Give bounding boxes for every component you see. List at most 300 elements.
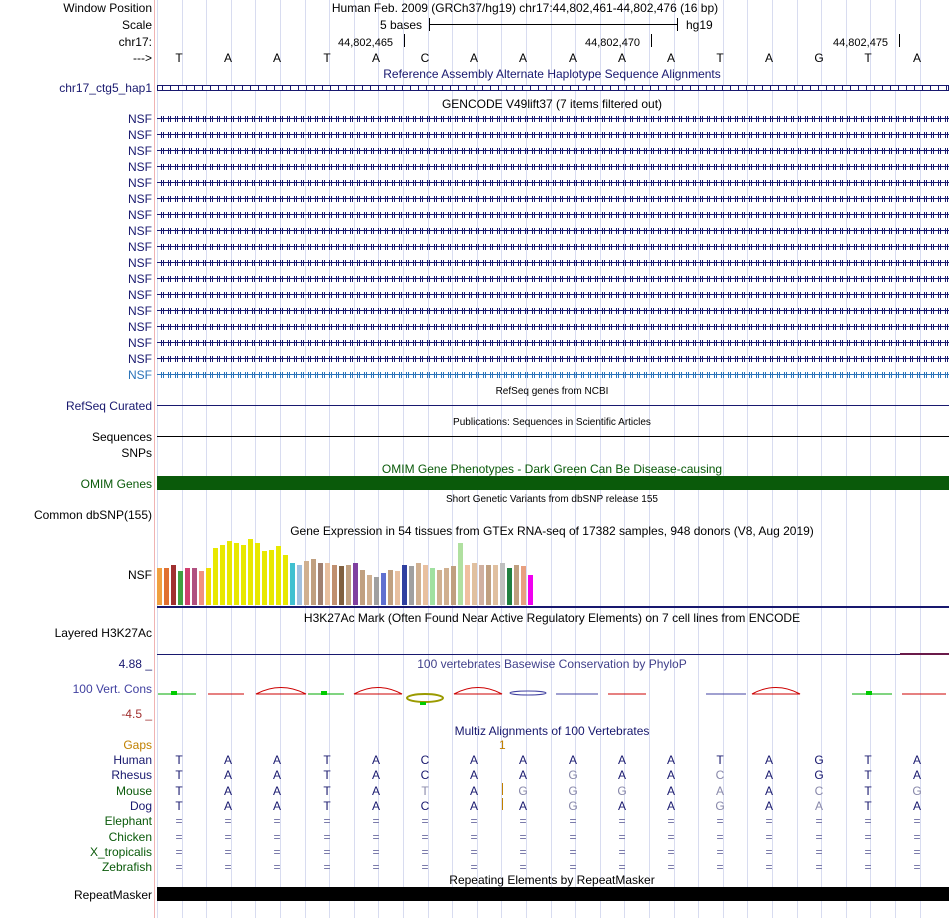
conservation-feature-3 bbox=[256, 688, 306, 695]
gencode-transcript[interactable] bbox=[157, 244, 949, 250]
multiz-base: = bbox=[323, 860, 331, 874]
multiz-base: = bbox=[470, 814, 478, 828]
gtex-tissue-bar[interactable] bbox=[514, 565, 519, 605]
gtex-tissue-bar[interactable] bbox=[374, 577, 379, 605]
multiz-base: A bbox=[371, 753, 380, 767]
multiz-base: A bbox=[223, 753, 232, 767]
multiz-base: A bbox=[272, 799, 281, 813]
gencode-item-label[interactable]: NSF bbox=[128, 336, 152, 350]
multiz-base: T bbox=[864, 799, 872, 813]
gencode-track-title: GENCODE V49lift37 (7 items filtered out) bbox=[441, 97, 663, 111]
reference-base: T bbox=[716, 51, 724, 65]
reference-base: G bbox=[814, 51, 824, 65]
multiz-base: A bbox=[371, 784, 380, 798]
multiz-base: T bbox=[175, 753, 183, 767]
scale-text: 5 bases bbox=[380, 18, 423, 32]
conservation-min-label: -4.5 _ bbox=[121, 707, 152, 721]
multiz-base: = bbox=[175, 814, 183, 828]
gencode-transcript[interactable] bbox=[157, 324, 949, 330]
multiz-base: = bbox=[470, 860, 478, 874]
gtex-tissue-bar[interactable] bbox=[458, 543, 463, 605]
gtex-tissue-bar[interactable] bbox=[507, 568, 512, 605]
refseq-track-title: RefSeq genes from NCBI bbox=[495, 386, 609, 397]
reference-base: A bbox=[223, 51, 232, 65]
scale-bar-left-tick bbox=[429, 18, 430, 31]
omim-feature-bar[interactable] bbox=[157, 476, 949, 490]
multiz-base: = bbox=[323, 814, 331, 828]
gtex-tissue-bar[interactable] bbox=[248, 539, 253, 605]
gencode-transcript[interactable] bbox=[157, 292, 949, 298]
window-position-label: Window Position bbox=[63, 1, 152, 15]
multiz-gaps-label: Gaps bbox=[123, 738, 152, 752]
gtex-tissue-bar[interactable] bbox=[199, 571, 204, 605]
gencode-item-label[interactable]: NSF bbox=[128, 368, 152, 382]
gencode-item-label[interactable]: NSF bbox=[128, 208, 152, 222]
gtex-tissue-bar[interactable] bbox=[472, 563, 477, 605]
gtex-tissue-bar[interactable] bbox=[325, 563, 330, 605]
gtex-tissue-bar[interactable] bbox=[430, 568, 435, 605]
scale-bar bbox=[429, 24, 677, 25]
repeatmasker-track-title: Repeating Elements by RepeatMasker bbox=[449, 873, 655, 887]
conservation-feature-6 bbox=[407, 694, 443, 705]
reference-base: C bbox=[420, 51, 430, 65]
multiz-base: G bbox=[715, 799, 725, 813]
multiz-gap-marker: 1 bbox=[499, 738, 506, 752]
multiz-base: = bbox=[815, 830, 823, 844]
multiz-base: = bbox=[372, 814, 380, 828]
omim-label[interactable]: OMIM Genes bbox=[80, 477, 152, 491]
multiz-base: A bbox=[715, 784, 724, 798]
multiz-base: = bbox=[569, 860, 577, 874]
gtex-tissue-bar[interactable] bbox=[339, 566, 344, 605]
reference-base: A bbox=[764, 51, 773, 65]
gencode-transcript[interactable] bbox=[157, 372, 949, 378]
gtex-track-title: Gene Expression in 54 tissues from GTEx RNA-seq of 17382 samples, 948 donors (V8, Aug 2019) bbox=[290, 524, 814, 538]
gtex-tissue-bar[interactable] bbox=[220, 545, 225, 605]
conservation-feature-4 bbox=[308, 691, 344, 695]
multiz-base: C bbox=[420, 768, 430, 782]
gtex-tissue-bar[interactable] bbox=[234, 543, 239, 605]
multiz-base: = bbox=[765, 860, 773, 874]
multiz-base: G bbox=[568, 768, 578, 782]
gencode-transcript[interactable] bbox=[157, 180, 949, 186]
gencode-item-label[interactable]: NSF bbox=[128, 128, 152, 142]
conservation-feature-13 bbox=[852, 691, 892, 695]
multiz-base: A bbox=[568, 753, 577, 767]
gtex-tissue-bar[interactable] bbox=[290, 563, 295, 605]
multiz-base: T bbox=[323, 784, 331, 798]
multiz-base: = bbox=[224, 860, 232, 874]
multiz-base: A bbox=[912, 799, 921, 813]
assembly-position-text: Human Feb. 2009 (GRCh37/hg19) chr17:44,802,461-44,802,476 (16 bp) bbox=[331, 1, 719, 15]
conservation-plot[interactable] bbox=[156, 683, 950, 713]
reference-base: A bbox=[371, 51, 380, 65]
multiz-base: = bbox=[765, 830, 773, 844]
gencode-transcript[interactable] bbox=[157, 212, 949, 218]
multiz-base: = bbox=[716, 814, 724, 828]
gencode-item-label[interactable]: NSF bbox=[128, 112, 152, 126]
multiz-base: A bbox=[666, 768, 675, 782]
reference-base: T bbox=[175, 51, 183, 65]
position-tick-label: 44,802,465 bbox=[338, 37, 394, 49]
gencode-item-label[interactable]: NSF bbox=[128, 272, 152, 286]
gencode-transcript[interactable] bbox=[157, 308, 949, 314]
multiz-species-label[interactable]: Chicken bbox=[108, 830, 152, 844]
gtex-baseline bbox=[157, 606, 949, 608]
multiz-base: A bbox=[617, 799, 626, 813]
multiz-base: = bbox=[913, 814, 921, 828]
gencode-transcript[interactable] bbox=[157, 260, 949, 266]
multiz-base: = bbox=[765, 814, 773, 828]
scale-db: hg19 bbox=[686, 18, 713, 32]
gtex-tissue-bar[interactable] bbox=[164, 568, 169, 605]
multiz-base: C bbox=[420, 753, 430, 767]
gtex-tissue-bar[interactable] bbox=[255, 543, 260, 605]
omim-track-title: OMIM Gene Phenotypes - Dark Green Can Be Disease-causing bbox=[381, 462, 723, 476]
multiz-base: A bbox=[223, 768, 232, 782]
position-tick bbox=[899, 34, 900, 47]
multiz-base: = bbox=[569, 830, 577, 844]
gencode-transcript[interactable] bbox=[157, 148, 949, 154]
multiz-base: G bbox=[617, 784, 627, 798]
alt-haplotype-track-title: Reference Assembly Alternate Haplotype Sequence Alignments bbox=[383, 67, 721, 81]
gtex-tissue-bar[interactable] bbox=[465, 565, 470, 605]
multiz-base: C bbox=[715, 768, 725, 782]
multiz-base: = bbox=[224, 830, 232, 844]
gtex-tissue-bar[interactable] bbox=[521, 566, 526, 605]
repeatmasker-feature-bar[interactable] bbox=[157, 887, 949, 901]
multiz-base: = bbox=[765, 845, 773, 859]
gencode-transcript[interactable] bbox=[157, 196, 949, 202]
multiz-species-label[interactable]: X_tropicalis bbox=[89, 845, 152, 859]
multiz-base: = bbox=[421, 830, 429, 844]
multiz-track-title: Multiz Alignments of 100 Vertebrates bbox=[454, 724, 650, 738]
gencode-transcript[interactable] bbox=[157, 340, 949, 346]
multiz-base: = bbox=[421, 860, 429, 874]
multiz-base: = bbox=[519, 830, 527, 844]
multiz-base: = bbox=[175, 830, 183, 844]
gencode-transcript[interactable] bbox=[157, 228, 949, 234]
gencode-transcript[interactable] bbox=[157, 132, 949, 138]
multiz-base: = bbox=[470, 845, 478, 859]
gencode-item-label[interactable]: NSF bbox=[128, 240, 152, 254]
conservation-track-title: 100 vertebrates Basewise Conservation by PhyloP bbox=[417, 657, 687, 671]
multiz-base: = bbox=[913, 830, 921, 844]
multiz-base: = bbox=[618, 814, 626, 828]
dbsnp-track-title: Short Genetic Variants from dbSNP release 155 bbox=[446, 494, 658, 505]
multiz-base: A bbox=[764, 799, 773, 813]
chrom-label: chr17: bbox=[118, 35, 152, 49]
multiz-base: = bbox=[618, 860, 626, 874]
gtex-tissue-bar[interactable] bbox=[283, 555, 288, 605]
gtex-tissue-bar[interactable] bbox=[353, 563, 358, 605]
conservation-max-label: 4.88 _ bbox=[118, 657, 152, 671]
multiz-base: A bbox=[469, 784, 478, 798]
multiz-base: = bbox=[618, 830, 626, 844]
multiz-base: = bbox=[323, 845, 331, 859]
gencode-item-label[interactable]: NSF bbox=[128, 320, 152, 334]
gtex-tissue-bar[interactable] bbox=[192, 568, 197, 605]
multiz-base: A bbox=[469, 753, 478, 767]
multiz-base: A bbox=[764, 753, 773, 767]
publications-track-title: Publications: Sequences in Scientific Articles bbox=[453, 417, 651, 428]
gencode-item-label[interactable]: NSF bbox=[128, 160, 152, 174]
multiz-base: = bbox=[864, 860, 872, 874]
multiz-species-label[interactable]: Dog bbox=[129, 799, 152, 813]
conservation-feature-7 bbox=[454, 688, 502, 695]
multiz-base: = bbox=[815, 860, 823, 874]
conservation-feature-8 bbox=[510, 691, 546, 695]
multiz-base: = bbox=[224, 845, 232, 859]
multiz-base: A bbox=[617, 753, 626, 767]
gtex-tissue-bar[interactable] bbox=[402, 565, 407, 605]
gtex-tissue-bar[interactable] bbox=[227, 541, 232, 605]
gtex-tissue-bar[interactable] bbox=[486, 565, 491, 605]
conservation-feature-12 bbox=[752, 688, 800, 695]
gtex-tissue-bar[interactable] bbox=[416, 563, 421, 605]
alt-haplotype-label[interactable]: chr17_ctg5_hap1 bbox=[59, 81, 152, 95]
multiz-base: = bbox=[913, 860, 921, 874]
gtex-tissue-bar[interactable] bbox=[409, 566, 414, 605]
multiz-base: = bbox=[569, 845, 577, 859]
gencode-transcript[interactable] bbox=[157, 164, 949, 170]
multiz-base: = bbox=[618, 845, 626, 859]
multiz-base: A bbox=[469, 768, 478, 782]
multiz-base: A bbox=[272, 753, 281, 767]
position-tick-label: 44,802,475 bbox=[833, 37, 889, 49]
gtex-tissue-bar[interactable] bbox=[423, 565, 428, 605]
gtex-tissue-bar[interactable] bbox=[395, 571, 400, 605]
refseq-feature-line[interactable] bbox=[157, 405, 949, 406]
multiz-base: = bbox=[667, 860, 675, 874]
multiz-base: = bbox=[273, 860, 281, 874]
multiz-base: T bbox=[175, 784, 183, 798]
h3k27ac-track-title: H3K27Ac Mark (Often Found Near Active Regulatory Elements) on 7 cell lines from ENCODE bbox=[303, 611, 801, 625]
multiz-base: T bbox=[323, 753, 331, 767]
gtex-tissue-bar[interactable] bbox=[367, 575, 372, 605]
multiz-species-label[interactable]: Zebrafish bbox=[101, 860, 152, 874]
multiz-species-label[interactable]: Mouse bbox=[115, 784, 152, 798]
multiz-species-label[interactable]: Elephant bbox=[104, 814, 152, 828]
snps-label[interactable]: SNPs bbox=[121, 446, 152, 460]
gencode-item-label[interactable]: NSF bbox=[128, 304, 152, 318]
gtex-tissue-bar[interactable] bbox=[388, 570, 393, 605]
gtex-tissue-bar[interactable] bbox=[493, 565, 498, 605]
multiz-base: A bbox=[666, 799, 675, 813]
reference-base: A bbox=[469, 51, 478, 65]
label-column-border bbox=[154, 0, 155, 918]
multiz-base: A bbox=[617, 768, 626, 782]
reference-base: T bbox=[323, 51, 331, 65]
reference-base: A bbox=[272, 51, 281, 65]
multiz-species-label[interactable]: Rhesus bbox=[111, 768, 152, 782]
multiz-base: = bbox=[815, 845, 823, 859]
gtex-tissue-bar[interactable] bbox=[451, 566, 456, 605]
multiz-base: T bbox=[421, 784, 429, 798]
gtex-tissue-bar[interactable] bbox=[241, 545, 246, 605]
gtex-tissue-bar[interactable] bbox=[346, 565, 351, 605]
reference-base: A bbox=[518, 51, 527, 65]
multiz-base: = bbox=[667, 830, 675, 844]
multiz-base: T bbox=[323, 799, 331, 813]
multiz-base: = bbox=[913, 845, 921, 859]
multiz-base: G bbox=[814, 768, 824, 782]
gencode-item-label[interactable]: NSF bbox=[128, 144, 152, 158]
multiz-base: T bbox=[864, 753, 872, 767]
gtex-tissue-bar[interactable] bbox=[178, 571, 183, 605]
gtex-tissue-bar[interactable] bbox=[528, 575, 533, 605]
multiz-base: = bbox=[372, 845, 380, 859]
multiz-base: T bbox=[864, 784, 872, 798]
multiz-base: A bbox=[764, 768, 773, 782]
multiz-base: A bbox=[666, 784, 675, 798]
multiz-base: G bbox=[814, 753, 824, 767]
multiz-base: = bbox=[519, 845, 527, 859]
gtex-tissue-bar[interactable] bbox=[437, 570, 442, 605]
gtex-tissue-bar[interactable] bbox=[269, 550, 274, 605]
gencode-item-label[interactable]: NSF bbox=[128, 176, 152, 190]
gtex-tissue-bar[interactable] bbox=[206, 568, 211, 605]
multiz-base: A bbox=[666, 753, 675, 767]
multiz-base: = bbox=[864, 814, 872, 828]
conservation-label[interactable]: 100 Vert. Cons bbox=[72, 682, 152, 696]
position-tick-label: 44,802,470 bbox=[585, 37, 641, 49]
multiz-base: A bbox=[518, 799, 527, 813]
position-tick bbox=[404, 34, 405, 47]
gtex-tissue-bar[interactable] bbox=[311, 559, 316, 605]
multiz-base: T bbox=[716, 753, 724, 767]
multiz-base: A bbox=[912, 753, 921, 767]
multiz-base: = bbox=[716, 830, 724, 844]
multiz-base: = bbox=[421, 814, 429, 828]
multiz-base: = bbox=[323, 830, 331, 844]
multiz-base: C bbox=[420, 799, 430, 813]
multiz-base: = bbox=[470, 830, 478, 844]
multiz-base: A bbox=[223, 784, 232, 798]
reference-base: A bbox=[912, 51, 921, 65]
gencode-transcript[interactable] bbox=[157, 356, 949, 362]
refseq-label[interactable]: RefSeq Curated bbox=[65, 399, 152, 413]
multiz-base: = bbox=[421, 845, 429, 859]
gtex-label[interactable]: NSF bbox=[128, 568, 152, 582]
gtex-tissue-bar[interactable] bbox=[500, 563, 505, 605]
multiz-base: G bbox=[568, 784, 578, 798]
multiz-base: T bbox=[323, 768, 331, 782]
multiz-base: = bbox=[864, 845, 872, 859]
multiz-base: = bbox=[667, 814, 675, 828]
multiz-base: = bbox=[273, 830, 281, 844]
scale-label: Scale bbox=[121, 18, 152, 32]
multiz-base: = bbox=[372, 860, 380, 874]
repeatmasker-label[interactable]: RepeatMasker bbox=[73, 888, 152, 902]
gencode-item-label[interactable]: NSF bbox=[128, 256, 152, 270]
gencode-item-label[interactable]: NSF bbox=[128, 352, 152, 366]
reference-base: A bbox=[568, 51, 577, 65]
gencode-item-label[interactable]: NSF bbox=[128, 192, 152, 206]
multiz-base: = bbox=[175, 845, 183, 859]
multiz-base: = bbox=[273, 845, 281, 859]
multiz-base: = bbox=[667, 845, 675, 859]
multiz-base: A bbox=[469, 799, 478, 813]
gencode-item-label[interactable]: NSF bbox=[128, 224, 152, 238]
multiz-base: = bbox=[716, 860, 724, 874]
gtex-tissue-bar[interactable] bbox=[262, 551, 267, 605]
multiz-base: A bbox=[272, 768, 281, 782]
multiz-base: A bbox=[371, 799, 380, 813]
gtex-tissue-bar[interactable] bbox=[444, 568, 449, 605]
multiz-base: = bbox=[716, 845, 724, 859]
multiz-base: = bbox=[372, 830, 380, 844]
gtex-tissue-bar[interactable] bbox=[318, 563, 323, 605]
gencode-transcript[interactable] bbox=[157, 116, 949, 122]
multiz-base: A bbox=[518, 768, 527, 782]
multiz-base: = bbox=[273, 814, 281, 828]
gtex-tissue-bar[interactable] bbox=[185, 568, 190, 605]
multiz-base: G bbox=[518, 784, 528, 798]
gtex-tissue-bar[interactable] bbox=[304, 561, 309, 605]
reference-base: A bbox=[617, 51, 626, 65]
scale-bar-right-tick bbox=[677, 18, 678, 31]
multiz-base: T bbox=[864, 768, 872, 782]
multiz-base: = bbox=[519, 860, 527, 874]
gtex-tissue-bar[interactable] bbox=[479, 565, 484, 605]
gtex-tissue-bar[interactable] bbox=[213, 548, 218, 605]
multiz-base: = bbox=[519, 814, 527, 828]
conservation-feature-1 bbox=[158, 691, 196, 695]
insertion-marker bbox=[502, 798, 503, 810]
multiz-base: A bbox=[272, 784, 281, 798]
h3k27ac-baseline bbox=[157, 654, 949, 655]
multiz-base: = bbox=[815, 814, 823, 828]
gencode-item-label[interactable]: NSF bbox=[128, 288, 152, 302]
multiz-base: = bbox=[224, 814, 232, 828]
publications-label[interactable]: Sequences bbox=[91, 430, 152, 444]
conservation-feature-5 bbox=[354, 688, 402, 695]
multiz-base: G bbox=[912, 784, 922, 798]
multiz-base: G bbox=[568, 799, 578, 813]
multiz-base: = bbox=[569, 814, 577, 828]
gtex-tissue-bar[interactable] bbox=[276, 546, 281, 605]
reference-base: A bbox=[666, 51, 675, 65]
gtex-tissue-bar[interactable] bbox=[297, 565, 302, 605]
multiz-base: A bbox=[814, 799, 823, 813]
multiz-base: A bbox=[518, 753, 527, 767]
multiz-base: A bbox=[223, 799, 232, 813]
multiz-base: A bbox=[764, 784, 773, 798]
dbsnp-label[interactable]: Common dbSNP(155) bbox=[33, 508, 152, 522]
gtex-tissue-bar[interactable] bbox=[157, 568, 162, 605]
insertion-marker bbox=[502, 783, 503, 795]
gtex-bar-chart[interactable] bbox=[156, 538, 536, 605]
multiz-base: A bbox=[371, 768, 380, 782]
multiz-species-label[interactable]: Human bbox=[113, 753, 152, 767]
publications-feature-line[interactable] bbox=[157, 436, 949, 437]
multiz-base: C bbox=[814, 784, 824, 798]
gtex-tissue-bar[interactable] bbox=[332, 565, 337, 605]
multiz-base: T bbox=[175, 768, 183, 782]
alt-haplotype-feature[interactable] bbox=[157, 85, 949, 91]
multiz-base: A bbox=[912, 768, 921, 782]
gtex-tissue-bar[interactable] bbox=[381, 573, 386, 605]
h3k27ac-label[interactable]: Layered H3K27Ac bbox=[54, 626, 152, 640]
gtex-tissue-bar[interactable] bbox=[171, 565, 176, 605]
multiz-base: = bbox=[864, 830, 872, 844]
multiz-base: = bbox=[175, 860, 183, 874]
gencode-transcript[interactable] bbox=[157, 276, 949, 282]
gtex-tissue-bar[interactable] bbox=[360, 570, 365, 605]
multiz-base: T bbox=[175, 799, 183, 813]
h3k27ac-signal bbox=[900, 653, 949, 655]
